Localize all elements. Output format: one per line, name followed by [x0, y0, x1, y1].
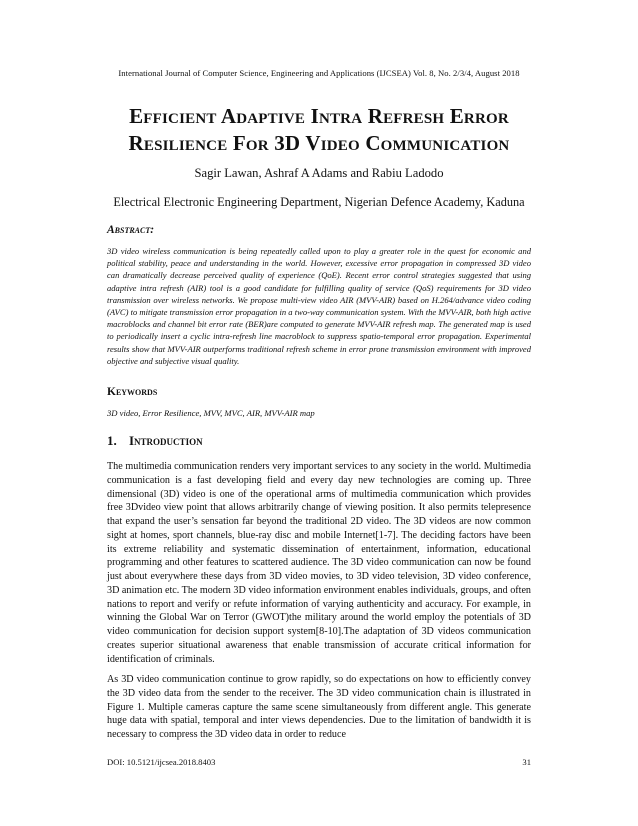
paper-affiliation: Electrical Electronic Engineering Department, Nigerian Defence Academy, Kaduna — [113, 195, 525, 209]
introduction-section-number: 1. — [107, 433, 117, 448]
paper-authors: Sagir Lawan, Ashraf A Adams and Rabiu Ladodo — [194, 166, 444, 180]
paper-title-line-1: Efficient Adaptive Intra Refresh Error — [129, 104, 509, 128]
footer-doi: DOI: 10.5121/ijcsea.2018.8403 — [107, 757, 216, 767]
abstract-text: 3D video wireless communication is being repeatedly called upon to play a greater role in the quest for economic and political stability, peace and understanding in the world. However, excessive error propagation in compressed 3D video can dramatically decrease perceived quality of experience (QoE). Recent error control strategies suggested that using adaptive intra refresh (AIR) tool is a good candidate for fulfilling quality of service (QoS) requirements for 3D video transmission over wireless networks. We propose multi-view video AIR (MVV-AIR) based on H.264/advance video coding (AVC) to mitigate transmission error propagation in a two-way communication system. With the MVV-AIR, both high active macroblocks and channel bit error rate (BER)are computed to generate MVV-AIR refresh map. The generated map is used to periodically insert a cyclic intra-refresh line macroblock to suppress spatio-temporal error propagation. Experimental results show that MVV-AIR outperforms traditional refresh scheme in error prone transmission environment with improved objective and subjective visual quality. — [107, 246, 531, 366]
keywords-text: 3D video, Error Resilience, MVV, MVC, AIR, MVV-AIR map — [107, 408, 315, 418]
paper-title-line-2: Resilience For 3D Video Communication — [128, 131, 510, 155]
journal-header: International Journal of Computer Science, Engineering and Applications (IJCSEA) Vol. 8, No. 2/3/4, August 2018 — [118, 68, 520, 78]
introduction-paragraph-2: As 3D video communication continue to grow rapidly, so do expectations on how to efficiently convey the 3D video data from the sender to the receiver. The 3D video communication chain is illustrated in Figure 1. Multiple cameras capture the same scene simultaneously from different angle. This generate huge data with spatial, temporal and inter views dependencies. Due to the limitation of bandwidth it is necessary to compress the 3D video data in order to reduce — [107, 674, 531, 740]
footer-page-number: 31 — [522, 757, 531, 767]
introduction-heading — [107, 433, 203, 449]
introduction-paragraph-1: The multimedia communication renders very important services to any society in the world. Multimedia communication is a fast developing field and every day new technologies are coming up. Three dimensional (3D) video is one of the operational arms of multimedia communication which provides free 3Dvideo view point that allows arbitrarily change of viewing position. It also permits telepresence that expand the user’s sensation far beyond the traditional 2D video. The 3D videos are now common sight at homes, sport channels, blue-ray disc and mobile Internet[1-7]. The deciding factors have been its extreme reliability and systematic dissemination of entertainment, information, educational programming and other features to scattered audience. The 3D video communication can now be found just about everywhere these days from 3D video movies, to 3D video television, 3D video conference, 3D animation etc. The modern 3D video information environment enables individuals, groups, and often nations to report and verify or refute information of varying authenticity and accuracy. For example, in winning the Global War on Terror (GWOT)the military around the world employ the potentials of 3D video communication for decision support system[8-10].The adaptation of 3D videos communication creates superior situational awareness that enable transmission of accurate critical information for identification of criminals. — [107, 461, 531, 665]
introduction-heading-label: Introduction — [129, 433, 203, 448]
keywords-heading: Keywords — [107, 386, 158, 398]
paper-title — [60, 103, 578, 157]
abstract-heading: Abstract: — [107, 224, 155, 236]
